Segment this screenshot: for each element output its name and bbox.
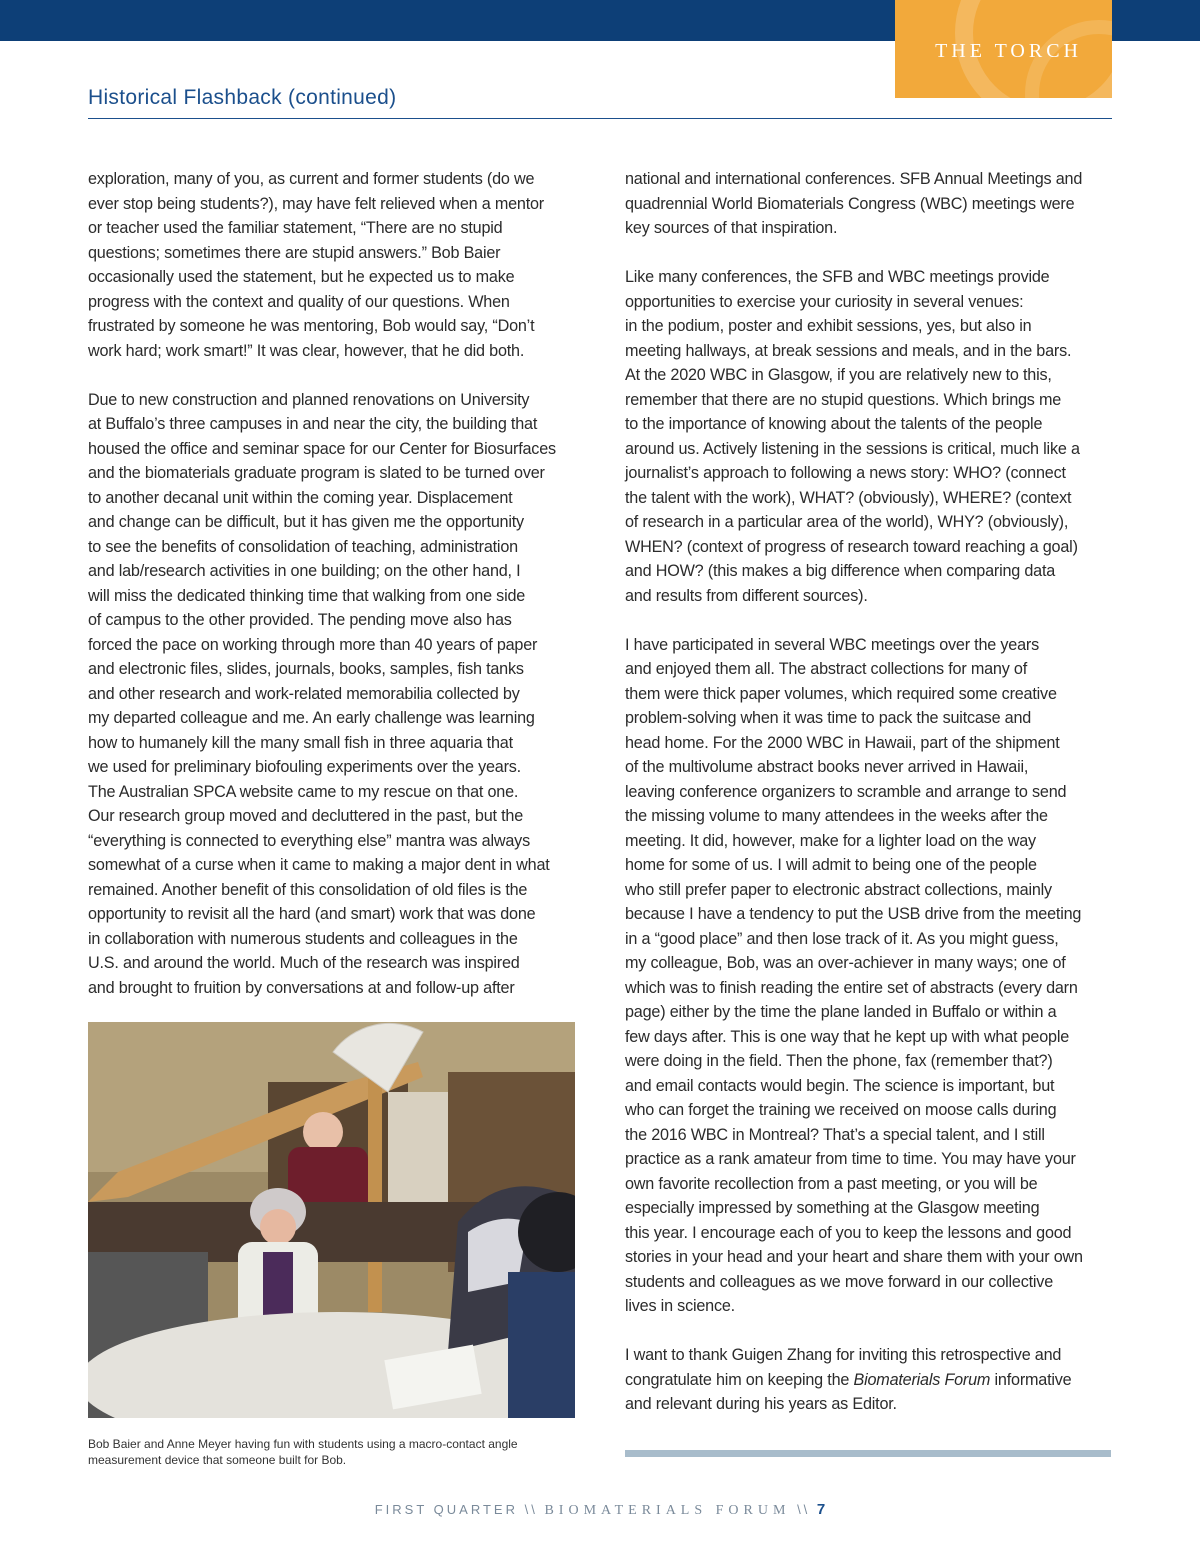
text-line: in the podium, poster and exhibit sessions, yes, but also in <box>625 317 1032 335</box>
text-line: occasionally used the statement, but he expected us to make <box>88 268 515 286</box>
text-line: The Australian SPCA website came to my rescue on that one. <box>88 782 519 801</box>
title-divider <box>88 118 1112 119</box>
text-line: the 2016 WBC in Montreal? That’s a special talent, and I still <box>625 1125 1045 1144</box>
text-line: and email contacts would begin. The science is important, but <box>625 1076 1055 1095</box>
text-line: my colleague, Bob, was an over-achiever in many ways; one of <box>625 954 1066 972</box>
text-line: and lab/research activities in one building; on the other hand, I <box>88 562 521 580</box>
paragraph <box>88 167 588 363</box>
text-line: I have participated in several WBC meetings over the years <box>625 635 1039 654</box>
text-line: I want to thank Guigen Zhang for inviting this retrospective and <box>625 1346 1062 1364</box>
text-line: them were thick paper volumes, which required some creative <box>625 684 1057 703</box>
text-line: remained. Another benefit of this consolidation of old files is the <box>88 880 528 899</box>
text-line: opportunity to revisit all the hard (and smart) work that was done <box>88 905 536 923</box>
torch-tab <box>895 0 1112 98</box>
paragraph <box>625 265 1120 608</box>
text-line: forced the pace on working through more than 40 years of paper <box>88 635 538 654</box>
text-line: journalist’s approach to following a news story: WHO? (connect <box>625 464 1066 482</box>
text-line: frustrated by someone he was mentoring, Bob would say, “Don’t <box>88 317 535 335</box>
text-line: meeting. It did, however, make for a lighter load on the way <box>625 831 1036 850</box>
text-line: remember that there are no stupid questions. Which brings me <box>625 390 1062 409</box>
text-line: head home. For the 2000 WBC in Hawaii, part of the shipment <box>625 733 1060 752</box>
text-line: because I have a tendency to put the USB drive from the meeting <box>625 905 1082 923</box>
text-line: housed the office and seminar space for our Center for Biosurfaces <box>88 439 556 458</box>
text-line: of campus to the other provided. The pending move also has <box>88 611 512 629</box>
text-line: Like many conferences, the SFB and WBC meetings provide <box>625 268 1050 286</box>
text-line: of research in a particular area of the world), WHY? (obviously), <box>625 513 1069 531</box>
text-line: and other research and work-related memorabilia collected by <box>88 684 520 703</box>
text-line: at Buffalo’s three campuses in and near the city, the building that <box>88 415 538 433</box>
text-line: key sources of that inspiration. <box>625 219 838 237</box>
article-photo <box>88 1022 575 1418</box>
text-line: few days after. This is one way that he kept up with what people <box>625 1027 1070 1046</box>
text-fragment: congratulate him on keeping the <box>625 1370 854 1389</box>
page-number: 7 <box>816 1501 826 1518</box>
text-line: were doing in the field. Then the phone, fax (remember that?) <box>625 1052 1053 1070</box>
text-line: and brought to fruition by conversations at and follow-up after <box>88 978 515 997</box>
text-line: opportunities to exercise your curiosity in several venues: <box>625 292 1024 311</box>
text-line: progress with the context and quality of our questions. When <box>88 292 510 311</box>
text-line: who can forget the training we received on moose calls during <box>625 1101 1057 1119</box>
text-line: WHEN? (context of progress of research toward reaching a goal) <box>625 537 1078 556</box>
text-line: to another decanal unit within the coming year. Displacement <box>88 488 513 507</box>
text-line: who still prefer paper to electronic abstract collections, mainly <box>625 880 1052 899</box>
text-line: and the biomaterials graduate program is slated to be turned over <box>88 464 545 482</box>
paragraph <box>88 388 588 1001</box>
right-column <box>625 167 1120 1441</box>
text-line: practice as a rank amateur from time to time. You may have your <box>625 1150 1076 1168</box>
text-line: page) either by the time the plane landed in Buffalo or within a <box>625 1003 1057 1021</box>
section-title: Historical Flashback (continued) <box>88 86 397 109</box>
text-line: we used for preliminary biofouling experiments over the years. <box>88 758 521 776</box>
text-line: of the multivolume abstract books never arrived in Hawaii, <box>625 758 1029 776</box>
text-line: leaving conference organizers to scramble and arrange to send <box>625 782 1067 801</box>
text-fragment: informative <box>990 1370 1072 1389</box>
text-line: and HOW? (this makes a big difference when comparing data <box>625 562 1056 580</box>
photo-illustration <box>88 1022 575 1418</box>
footer-separator: \\ <box>524 1502 538 1517</box>
text-line: especially impressed by something at the Glasgow meeting <box>625 1199 1040 1217</box>
text-line: national and international conferences. SFB Annual Meetings and <box>625 170 1083 188</box>
text-line: or teacher used the familiar statement, “There are no stupid <box>88 219 503 237</box>
text-line: and electronic files, slides, journals, books, samples, fish tanks <box>88 660 524 678</box>
photo-caption: Bob Baier and Anne Meyer having fun with students using a macro-contact angle measurement device that someone built for Bob. <box>88 1437 518 1467</box>
text-line: to see the benefits of consolidation of teaching, administration <box>88 537 518 556</box>
text-line: will miss the dedicated thinking time that walking from one side <box>88 586 526 605</box>
footer-publication: BIOMATERIALS FORUM <box>544 1503 791 1518</box>
text-line: to the importance of knowing about the talents of the people <box>625 415 1043 433</box>
text-line: students and colleagues as we move forward in our collective <box>625 1272 1053 1291</box>
footer-issue: FIRST QUARTER <box>374 1502 518 1517</box>
text-line: problem-solving when it was time to pack the suitcase and <box>625 709 1032 727</box>
text-line: this year. I encourage each of you to keep the lessons and good <box>625 1223 1072 1242</box>
text-line <box>625 1368 1120 1393</box>
text-line: At the 2020 WBC in Glasgow, if you are relatively new to this, <box>625 366 1052 384</box>
text-line: quadrennial World Biomaterials Congress (WBC) meetings were <box>625 194 1075 213</box>
paragraph <box>625 633 1120 1319</box>
text-line: meeting hallways, at break sessions and meals, and in the bars. <box>625 341 1072 360</box>
closing-paragraph <box>625 1343 1120 1417</box>
left-column <box>88 167 588 1025</box>
publication-title: Biomaterials Forum <box>853 1370 991 1389</box>
text-line: Our research group moved and decluttered in the past, but the <box>88 807 524 825</box>
text-line: lives in science. <box>625 1297 735 1315</box>
text-line: own favorite recollection from a past meeting, or you will be <box>625 1174 1038 1193</box>
article-end-bar <box>625 1450 1111 1457</box>
text-line: and change can be difficult, but it has given me the opportunity <box>88 513 524 531</box>
text-line: and relevant during his years as Editor. <box>625 1395 897 1413</box>
text-line: stories in your head and your heart and share them with your own <box>625 1248 1083 1266</box>
paragraph <box>625 167 1120 241</box>
text-line: and enjoyed them all. The abstract collections for many of <box>625 660 1028 678</box>
text-line: the missing volume to many attendees in the weeks after the <box>625 807 1048 825</box>
text-line: my departed colleague and me. An early challenge was learning <box>88 709 535 727</box>
text-line: which was to finish reading the entire set of abstracts (every darn <box>625 978 1078 997</box>
text-line: how to humanely kill the many small fish in three aquaria that <box>88 733 513 752</box>
torch-label: THE TORCH <box>935 40 1082 62</box>
text-line: “everything is connected to everything else” mantra was always <box>88 831 530 850</box>
text-line: work hard; work smart!” It was clear, however, that he did both. <box>88 341 525 360</box>
text-line: in a “good place” and then lose track of it. As you might guess, <box>625 929 1059 948</box>
text-line: and results from different sources). <box>625 586 868 605</box>
text-line: somewhat of a curse when it came to making a major dent in what <box>88 856 550 874</box>
text-line: in collaboration with numerous students and colleagues in the <box>88 929 518 948</box>
text-line: around us. Actively listening in the sessions is critical, much like a <box>625 439 1080 458</box>
text-line: questions; sometimes there are stupid answers.” Bob Baier <box>88 243 501 262</box>
text-line: U.S. and around the world. Much of the research was inspired <box>88 954 520 972</box>
footer-separator: \\ <box>797 1502 811 1517</box>
page-footer <box>0 1501 1200 1519</box>
text-line: the talent with the work), WHAT? (obviously), WHERE? (context <box>625 488 1072 507</box>
text-line: home for some of us. I will admit to being one of the people <box>625 856 1037 874</box>
text-line: ever stop being students?), may have felt relieved when a mentor <box>88 194 544 213</box>
text-line: exploration, many of you, as current and former students (do we <box>88 170 535 188</box>
text-line: Due to new construction and planned renovations on University <box>88 390 530 409</box>
